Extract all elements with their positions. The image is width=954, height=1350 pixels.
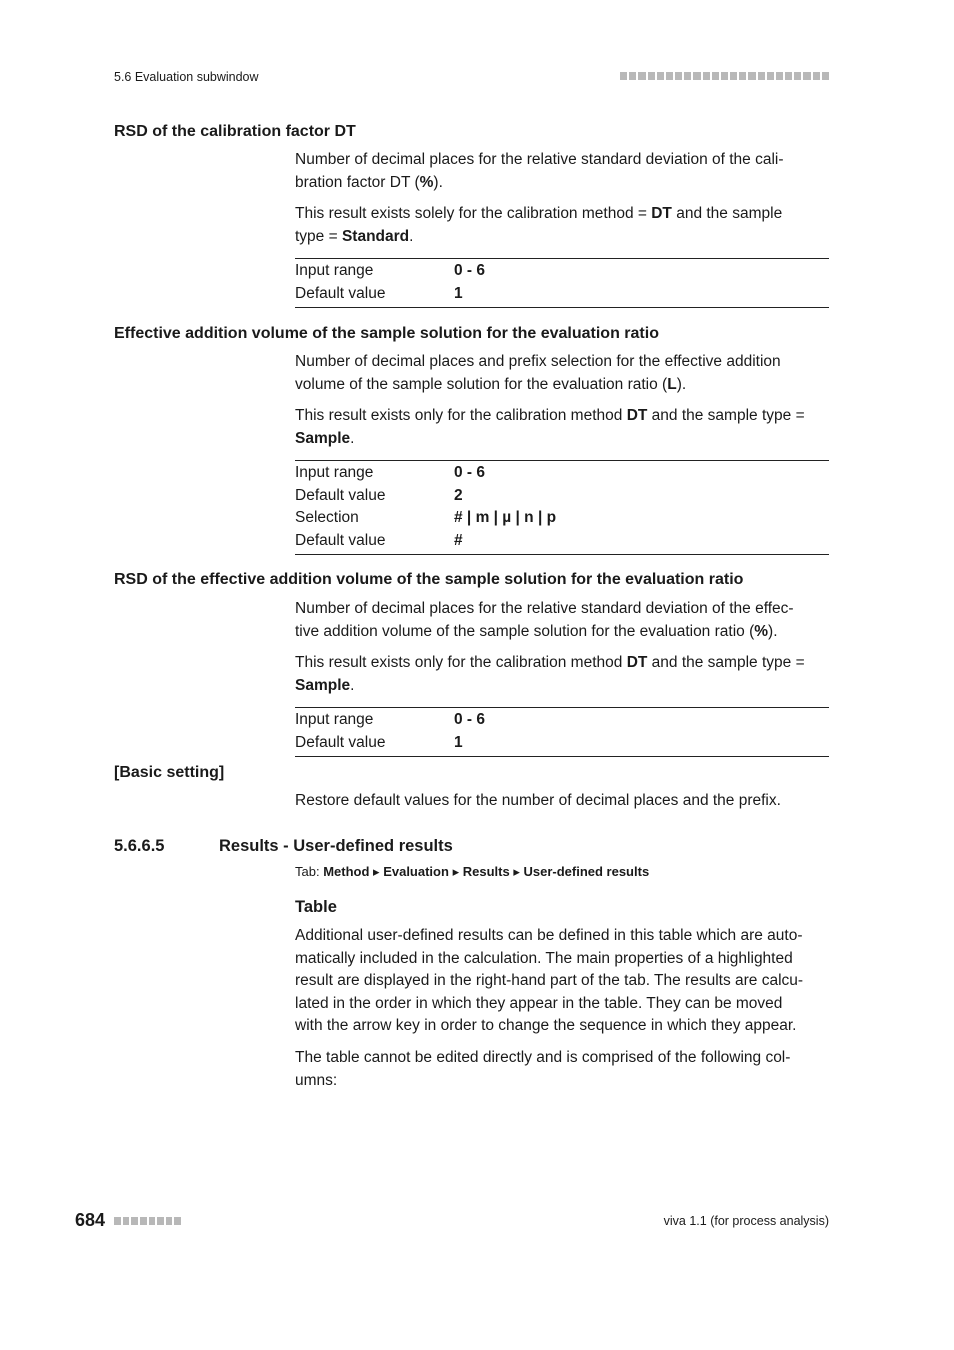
rsd-dt-description: Number of decimal places for the relative standard deviation of the cali- bration factor DT (%). xyxy=(295,151,784,191)
arrow-right-icon: ▸ xyxy=(373,864,380,879)
eff-vol-description: Number of decimal places and prefix selection for the effective addition volume of the sample solution for the evaluation ratio (L). xyxy=(295,353,781,393)
running-header-section: 5.6 Evaluation subwindow xyxy=(114,70,259,84)
tab-breadcrumb: Tab: Method ▸ Evaluation ▸ Results ▸ User-defined results xyxy=(295,864,650,879)
heading-effective-addition-volume: Effective addition volume of the sample solution for the evaluation ratio xyxy=(114,325,659,342)
page-number: 684 xyxy=(75,1210,106,1230)
table-row: Input range 0 - 6 xyxy=(295,262,486,279)
eff-vol-parameter-table xyxy=(295,460,829,555)
arrow-right-icon: ▸ xyxy=(452,864,460,879)
subsection-number: 5.6.6.5 xyxy=(114,837,165,855)
arrow-right-icon: ▸ xyxy=(513,864,520,879)
footer-product: viva 1.1 (for process analysis) xyxy=(663,1214,829,1228)
table-columns-intro: The table cannot be edited directly and is comprised of the following col- umns: xyxy=(295,1049,791,1089)
eff-vol-condition: This result exists only for the calibration method DT and the sample type = Sample. xyxy=(295,407,805,447)
table-row: Default value # xyxy=(295,531,463,549)
basic-setting-description: Restore default values for the number of decimal places and the prefix. xyxy=(295,792,781,809)
rsd-eff-vol-description: Number of decimal places for the relative standard deviation of the effec- tive addition volume of the sample solution for the evaluation ratio (%). xyxy=(295,600,794,640)
rsd-dt-condition: This result exists solely for the calibration method = DT and the sample type = Standard. xyxy=(295,205,783,245)
table-description: Additional user-defined results can be defined in this table which are auto- matically included in the calculation. The main properties of a highlighted result are displayed in the right-hand part of the tab. The results are calcu- lated in the order in which they appear in the table. They can be moved with the arrow key in order to change the sequence in which they appear. xyxy=(295,927,804,1034)
footer-decoration xyxy=(114,1217,181,1225)
table-row: Input range 0 - 6 xyxy=(295,711,486,728)
heading-basic-setting: [Basic setting] xyxy=(114,764,225,781)
table-row: Default value 2 xyxy=(295,486,463,504)
heading-rsd-calibration-factor: RSD of the calibration factor DT xyxy=(114,123,356,140)
rsd-eff-vol-condition: This result exists only for the calibration method DT and the sample type = Sample. xyxy=(295,654,805,694)
table-heading: Table xyxy=(295,898,337,916)
header-decoration xyxy=(620,72,829,80)
heading-rsd-effective-addition-volume: RSD of the effective addition volume of the sample solution for the evaluation ratio xyxy=(114,571,744,588)
table-row: Input range 0 - 6 xyxy=(295,464,486,481)
subsection-title: Results - User-defined results xyxy=(219,837,453,855)
table-row: Default value 1 xyxy=(295,284,463,302)
rsd-eff-vol-parameter-table xyxy=(295,707,829,757)
rsd-dt-parameter-table xyxy=(295,258,829,308)
table-row: Default value 1 xyxy=(295,733,463,751)
table-row: Selection # | m | µ | n | p xyxy=(295,509,557,526)
